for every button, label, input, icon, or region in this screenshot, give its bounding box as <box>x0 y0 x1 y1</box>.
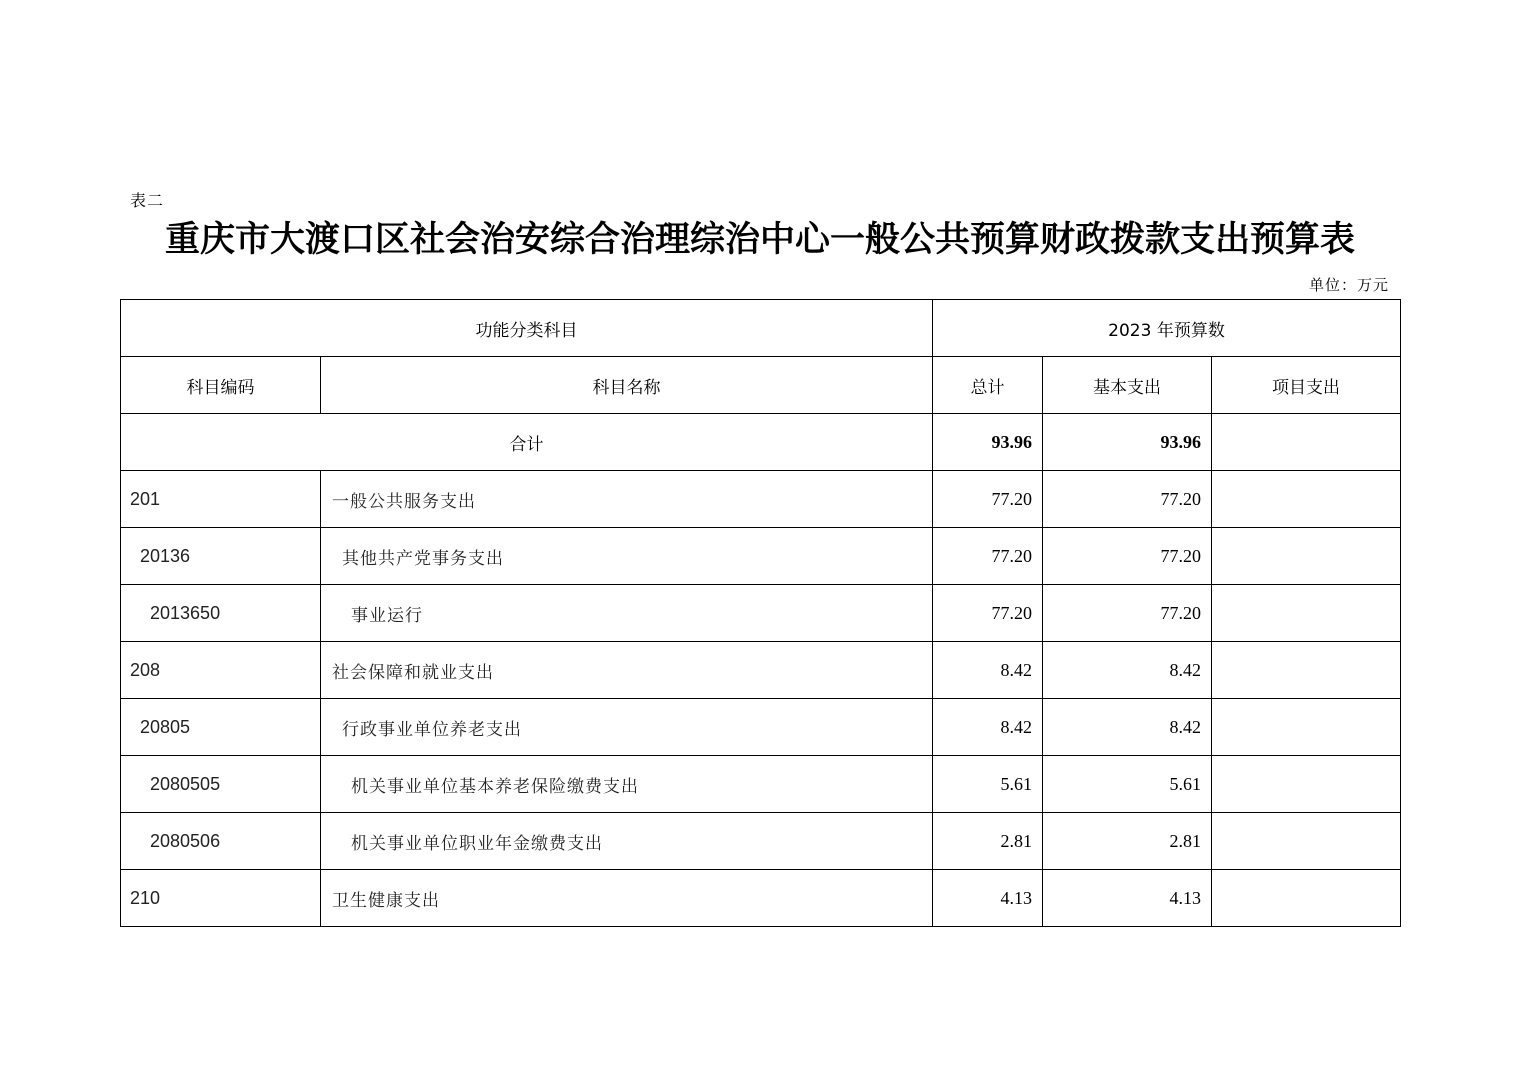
row-total: 77.20 <box>933 585 1043 642</box>
row-code: 2013650 <box>121 585 321 642</box>
summary-basic: 93.96 <box>1043 414 1212 471</box>
row-project <box>1212 471 1401 528</box>
row-code: 208 <box>121 642 321 699</box>
row-basic: 4.13 <box>1043 870 1212 927</box>
row-name: 其他共产党事务支出 <box>321 528 933 585</box>
table-row <box>121 699 1401 756</box>
row-code: 2080506 <box>121 813 321 870</box>
header-name: 科目名称 <box>321 357 933 414</box>
table-row <box>121 642 1401 699</box>
row-total: 77.20 <box>933 528 1043 585</box>
row-total: 8.42 <box>933 699 1043 756</box>
row-total: 8.42 <box>933 642 1043 699</box>
document-title: 重庆市大渡口区社会治安综合治理综治中心一般公共预算财政拨款支出预算表 <box>164 219 1355 260</box>
row-basic: 2.81 <box>1043 813 1212 870</box>
row-total: 4.13 <box>933 870 1043 927</box>
row-code: 20805 <box>121 699 321 756</box>
row-project <box>1212 585 1401 642</box>
row-name: 社会保障和就业支出 <box>321 642 933 699</box>
table-row <box>121 585 1401 642</box>
row-total: 2.81 <box>933 813 1043 870</box>
row-name: 卫生健康支出 <box>321 870 933 927</box>
unit-label: 单位：万元 <box>1308 276 1389 294</box>
row-project <box>1212 756 1401 813</box>
header-total: 总计 <box>933 357 1043 414</box>
row-basic: 5.61 <box>1043 756 1212 813</box>
row-code: 20136 <box>121 528 321 585</box>
row-total: 5.61 <box>933 756 1043 813</box>
row-code: 201 <box>121 471 321 528</box>
row-basic: 8.42 <box>1043 642 1212 699</box>
row-project <box>1212 642 1401 699</box>
budget-table <box>120 299 1401 927</box>
table-row <box>121 528 1401 585</box>
row-name: 一般公共服务支出 <box>321 471 933 528</box>
table-label: 表二 <box>130 191 165 210</box>
row-project <box>1212 870 1401 927</box>
row-project <box>1212 813 1401 870</box>
row-name: 机关事业单位职业年金缴费支出 <box>321 813 933 870</box>
row-basic: 77.20 <box>1043 528 1212 585</box>
row-basic: 77.20 <box>1043 585 1212 642</box>
table-row <box>121 813 1401 870</box>
header-row-2 <box>121 357 1401 414</box>
summary-project <box>1212 414 1401 471</box>
row-name: 机关事业单位基本养老保险缴费支出 <box>321 756 933 813</box>
row-code: 210 <box>121 870 321 927</box>
table-row <box>121 756 1401 813</box>
header-project: 项目支出 <box>1212 357 1401 414</box>
row-basic: 77.20 <box>1043 471 1212 528</box>
table-row <box>121 471 1401 528</box>
header-budget-year: 2023 年预算数 <box>933 300 1401 357</box>
summary-row <box>121 414 1401 471</box>
table-row <box>121 870 1401 927</box>
row-project <box>1212 528 1401 585</box>
header-basic: 基本支出 <box>1043 357 1212 414</box>
summary-total: 93.96 <box>933 414 1043 471</box>
header-row-1 <box>121 300 1401 357</box>
row-name: 事业运行 <box>321 585 933 642</box>
row-basic: 8.42 <box>1043 699 1212 756</box>
header-functional-category: 功能分类科目 <box>121 300 933 357</box>
row-total: 77.20 <box>933 471 1043 528</box>
row-code: 2080505 <box>121 756 321 813</box>
summary-label: 合计 <box>121 414 933 471</box>
header-code: 科目编码 <box>121 357 321 414</box>
row-project <box>1212 699 1401 756</box>
row-name: 行政事业单位养老支出 <box>321 699 933 756</box>
